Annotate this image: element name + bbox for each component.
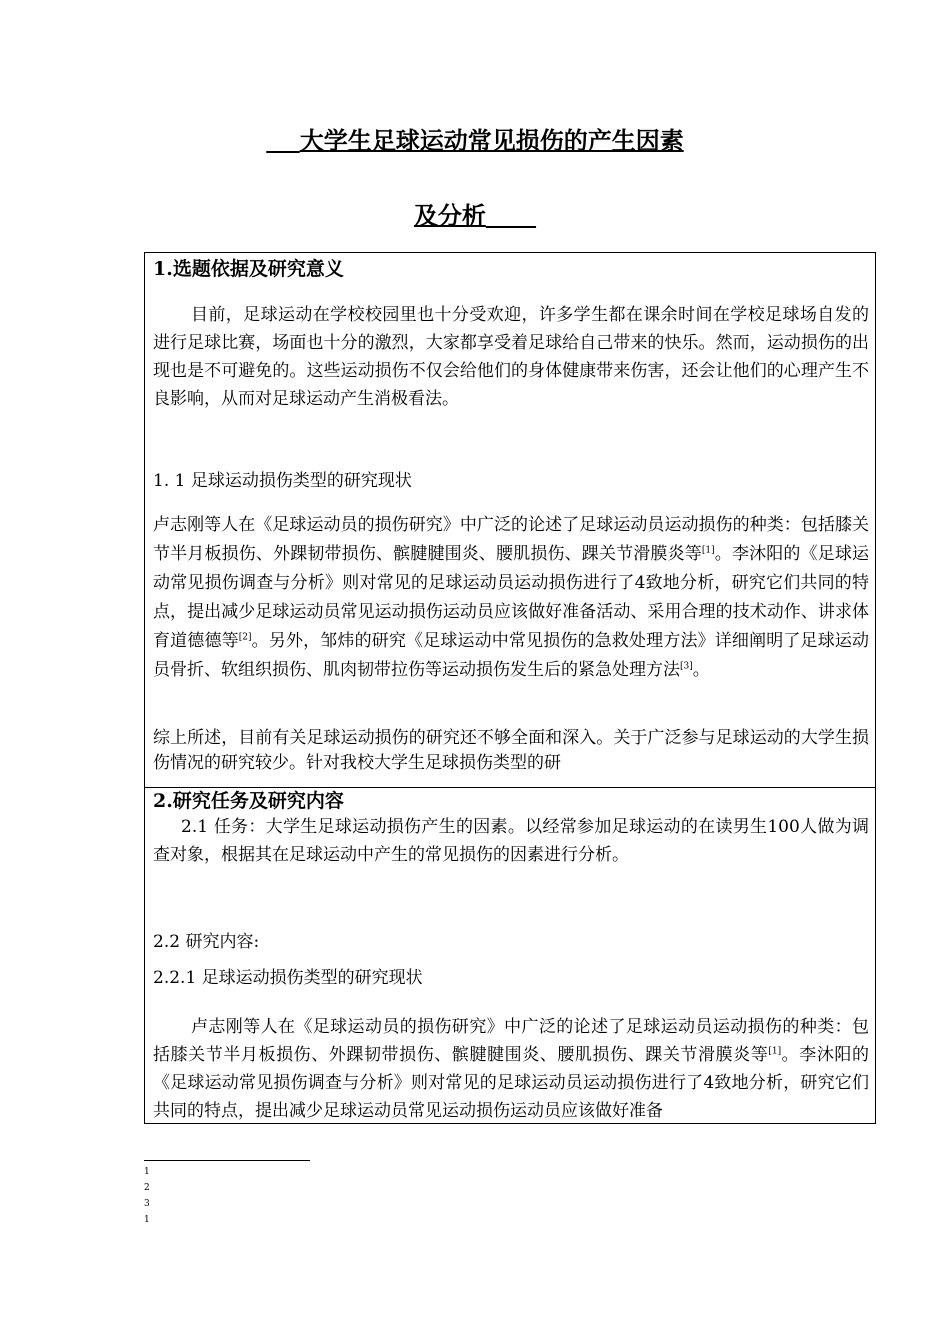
document-title-line2: [0, 201, 950, 231]
section2-citation-ref1: [1]: [768, 1046, 782, 1057]
section2-paragraph-part-b: 。李沐阳的《足球运动常见损伤调查与分析》则对常见的足球运动员运动损伤进行了4致地分析，研究它们共同的特点，提出减少足球运动员常见运动损伤运动员应该做好准备: [153, 1045, 870, 1121]
document-title-line1: [0, 126, 950, 156]
title-text-line2: 及分析: [413, 201, 486, 230]
paragraph2-part-c: 。另外，邹炜的研究《足球运动中常见损伤的急救处理方法》详细阐明了足球运动员骨折、软组织损伤、肌肉韧带拉伤等运动损伤发生后的紧急处理方法: [153, 631, 870, 680]
section2-paragraph: [153, 1013, 869, 1123]
footnote-2: 2: [144, 1183, 150, 1193]
section1-paragraph1: 目前，足球运动在学校校园里也十分受欢迎，许多学生都在课余时间在学校足球场自发的进行足球比赛，场面也十分的激烈，大家都享受着足球给自己带来的快乐。然而，运动损伤的出现也是不可避免的。这些运动损伤不仅会给他们的身体健康带来伤害，还会让他们的心理产生不良影响，从而对足球运动产生消极看法。: [153, 305, 869, 409]
section1-cell: [145, 253, 875, 788]
footnote-1: 1: [144, 1167, 150, 1177]
title-text-line1: 大学生足球运动常见损伤的产生因素: [299, 126, 684, 155]
section2-subheading: 2.2.1 足球运动损伤类型的研究现状: [153, 968, 423, 988]
section2-task: 2.1 任务：大学生足球运动损伤产生的因素。以经常参加足球运动的在读男生100人做为调查对象，根据其在足球运动中产生的常见损伤的因素进行分析。: [153, 817, 869, 865]
citation-ref1: [1]: [701, 545, 715, 556]
citation-ref2: [2]: [238, 632, 252, 643]
title-underline-lead: [266, 126, 299, 156]
footnote-4: 1: [144, 1215, 150, 1225]
paragraph2-part-d: 。: [692, 660, 710, 680]
section2-heading: 2.研究任务及研究内容: [153, 790, 344, 812]
section2-paragraph-part-a: 卢志刚等人在《足球运动员的损伤研究》中广泛的论述了足球运动员运动损伤的种类：包括膝关节半月板损伤、外踝韧带损伤、髌腱腱围炎、腰肌损伤、踝关节滑膜炎等: [153, 1017, 869, 1065]
section1-paragraph2: [153, 511, 869, 685]
footnote-separator: [144, 1160, 310, 1161]
footnote-3: 3: [144, 1199, 150, 1209]
section2-cell: [145, 788, 875, 1123]
paragraph2-part-b: 。李沐阳的《足球运动常见损伤调查与分析》则对常见的足球运动员运动损伤进行了4致地分析，研究它们共同的特点，提出减少足球运动员常见运动损伤运动员应该做好准备活动、采用合理的技术动作、讲求体育道德德等: [153, 544, 870, 651]
section1-heading: 1.选题依据及研究意义: [153, 258, 344, 280]
section1-paragraph3: 综上所述，目前有关足球运动损伤的研究还不够全面和深入。关于广泛参与足球运动的大学生损伤情况的研究较少。针对我校大学生足球损伤类型的研: [153, 728, 869, 773]
title-underline-trail: [486, 201, 536, 231]
paragraph2-part-a: 卢志刚等人在《足球运动员的损伤研究》中广泛的论述了足球运动员运动损伤的种类：包括膝关节半月板损伤、外踝韧带损伤、髌腱腱围炎、腰肌损伤、踝关节滑膜炎等: [153, 515, 869, 564]
section1-subheading: 1. 1 足球运动损伤类型的研究现状: [153, 471, 412, 491]
section2-content-heading: 2.2 研究内容:: [153, 932, 260, 952]
proposal-table: [144, 252, 876, 1124]
citation-ref3: [3]: [680, 661, 693, 672]
